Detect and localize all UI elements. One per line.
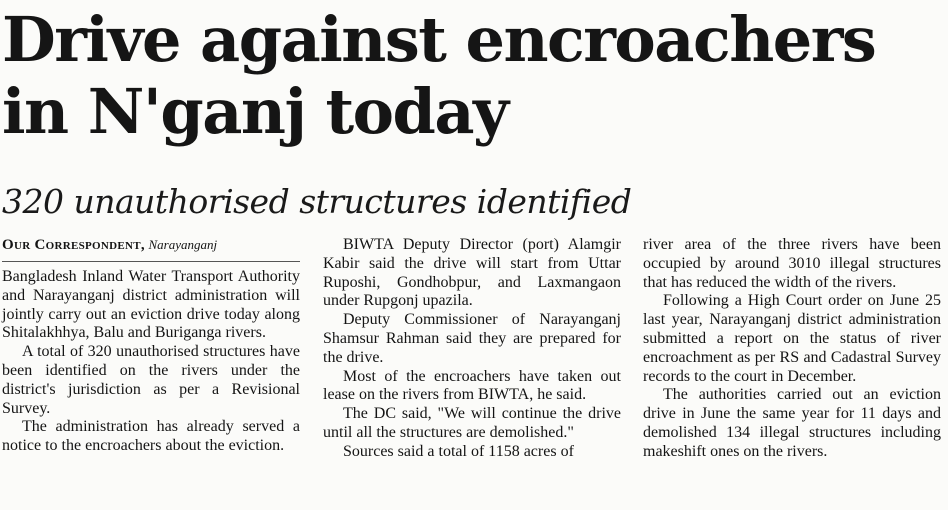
paragraph: The DC said, "We will continue the drive until all the structures are demolished." <box>323 405 621 441</box>
byline-place: Narayanganj <box>148 237 218 252</box>
paragraph: BIWTA Deputy Director (port) Alamgir Kabir said the drive will start from Uttar Ruposhi, Gondhobpur, and Laxmangaon under Rupgonj upazila. <box>323 236 621 310</box>
paragraph: The authorities carried out an eviction drive in June the same year for 11 days and demolished 134 illegal structures including makeshift ones on the rivers. <box>643 386 941 460</box>
paragraph: A total of 320 unauthorised structures have been identified on the rivers under the district's jurisdiction as per a Revisional Survey. <box>2 343 300 417</box>
column-2 <box>323 236 621 462</box>
paragraph: Deputy Commissioner of Narayanganj Shamsur Rahman said they are prepared for the drive. <box>323 311 621 366</box>
paragraph: Sources said a total of 1158 acres of <box>343 442 574 460</box>
paragraph: Following a High Court order on June 25 last year, Narayanganj district administration submitted a report on the status of river encroachment as per RS and Cadastral Survey records to the court in December. <box>643 292 941 385</box>
byline <box>2 236 300 262</box>
paragraph: Bangladesh Inland Water Transport Authority and Narayanganj district administration will jointly carry out an eviction drive today along Shitalakhhya, Balu and Buriganga rivers. <box>2 268 300 342</box>
paragraph: Most of the encroachers have taken out lease on the rivers from BIWTA, he said. <box>323 367 621 404</box>
paragraph: The administration has already served a notice to the encroachers about the eviction. <box>2 418 300 455</box>
subheadline: 320 unauthorised structures identified <box>2 182 632 221</box>
headline <box>2 4 942 148</box>
byline-name: Our Correspondent, <box>2 237 145 253</box>
column-1 <box>2 236 300 456</box>
article-body <box>2 236 942 510</box>
headline-line-2: in N'ganj today <box>2 75 508 148</box>
paragraph-continued: river area of the three rivers have been occupied by around 3010 illegal structures that has reduced the width of the rivers. <box>643 236 941 291</box>
column-3 <box>643 236 941 462</box>
headline-line-1: Drive against encroachers <box>2 3 876 76</box>
